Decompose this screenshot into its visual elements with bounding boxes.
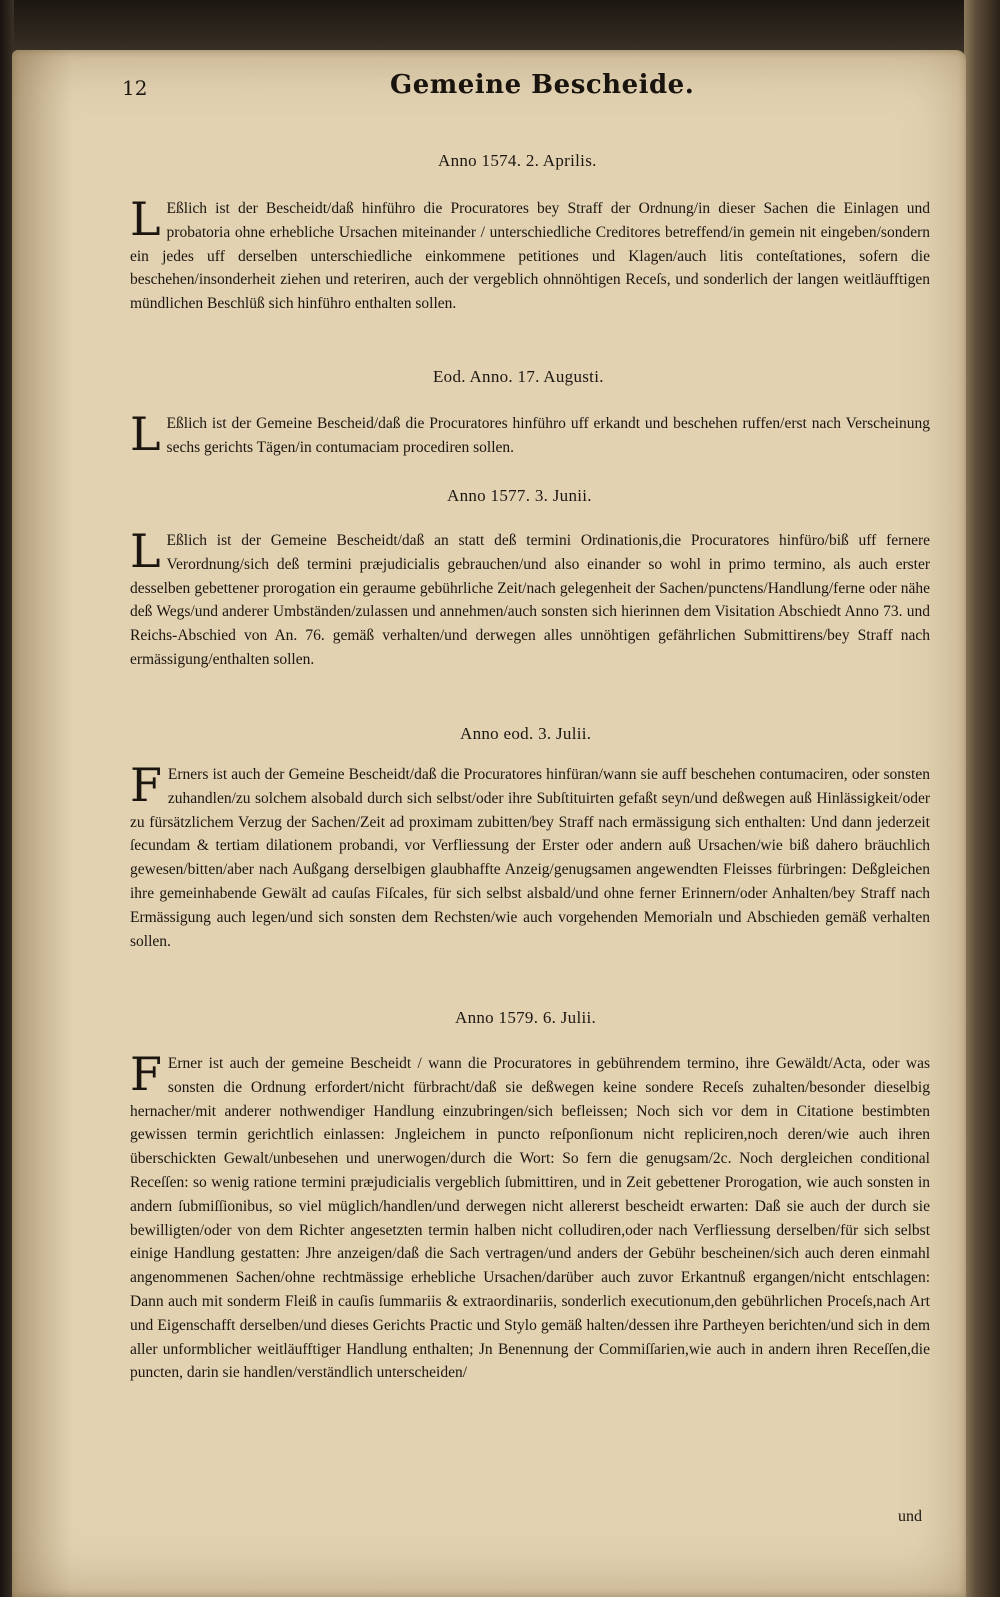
- paragraph-text: Eßlich ist der Bescheidt/daß hinführo die Procuratores bey Straff der Ordnung/in dieser Sachen die Einlagen und probatoria ohne erhebliche Ursachen miteinander / unterschiedliche Creditores betreffend/in gemein nit eingeben/sondern ein jedes uff derselben unterschiedliche einkommene petitiones und Klagen/auch litis conteſtationes, sofern die beschehen/insonderheit ziehen und reteriren, auch der vergeblich ohnnöhtigen Receſs, und sonderlich der langen weitläufftigen mündlichen Beschlüß sich hinführo enthalten sollen.: [130, 200, 930, 313]
- section-paragraph: [130, 192, 930, 316]
- drop-initial: L: [130, 192, 161, 246]
- paragraph-text: Eßlich ist der Gemeine Bescheidt/daß an statt deß termini Ordinationis,die Procuratores hinfüro/biß uff fernere Verordnung/sich deß termini præjudicialis gebrauchen/und also einander so wohl in primo termino, als auch erster desselben gebettener prorogation ein geraume gebührliche Zeit/nach gelegenheit der Sachen/punctens/Handlung/ferne oder nähe deß Wegs/und anderer Umbständen/zulassen und annehmen/auch sonsten sich hierinnen dem Visitation Abschiedt Anno 73. und Reichs-Abschied von An. 76. gemäß verhalten/und derwegen alles unnöhtigen gefährlichen Submittirens/bey Straff nach ermässigung/enthalten sollen.: [130, 532, 930, 668]
- page-number: 12: [122, 76, 148, 100]
- drop-initial: L: [130, 407, 161, 461]
- book-cover-top: [0, 0, 1000, 56]
- drop-initial: F: [130, 1047, 162, 1101]
- section-paragraph: [130, 524, 930, 672]
- section-paragraph: [130, 407, 930, 461]
- section-date: Anno eod. 3. Julii.: [460, 724, 592, 743]
- section-date: Anno 1577. 3. Junii.: [447, 486, 592, 505]
- section-paragraph: [130, 1047, 930, 1385]
- running-head: Gemeine Bescheide.: [390, 70, 695, 100]
- drop-initial: L: [130, 524, 161, 578]
- gutter-shadow: [12, 50, 72, 1597]
- drop-initial: F: [130, 758, 162, 812]
- section-date: Anno 1579. 6. Julii.: [455, 1008, 597, 1027]
- section-paragraph: [130, 758, 930, 953]
- paragraph-text: Erners ist auch der Gemeine Bescheidt/daß die Procuratores hinfüran/wann sie auff beschehen contumaciren, oder sonsten zuhandlen/zu solchem alsobald durch sich selbst/oder ihre Subſtituirten gefaßt seyn/und deßwegen auß Hinlässigkeit/oder zu fürsätzlichem Verzug der Sachen/Zeit ad proximam zubitten/bey Straff nach ermässigung sich enthalten: Und dann jederzeit ſecundam & tertiam dilationem probandi, vor Verfliessung der Erster oder andern auß Ursachen/wie biß dahero bräuchlich gewesen/bitten/aber nach Außgang derselbigen glaubhaffte Anzeig/genugsamen angewendten Fleisses fürbringen: Deßgleichen ihre gemeinhabende Gewält ad cauſas Fiſcales, für sich selbst alsbald/und ohne ferner Erinnern/oder Anhalten/bey Straff nach Ermässigung auch legen/und sich sonsten dem Rechsten/wie auch vorgehenden Memorialn und Abschieden gemäß verhalten sollen.: [130, 766, 930, 950]
- catchword: und: [898, 1508, 922, 1525]
- paragraph-text: Eßlich ist der Gemeine Bescheid/daß die Procuratores hinführo uff erkandt und beschehen ruffen/erst nach Verscheinung sechs gerichts Tägen/in contumaciam procediren sollen.: [166, 415, 930, 456]
- paragraph-text: Erner ist auch der gemeine Bescheidt / wann die Procuratores in gebührendem termino, ihre Gewäldt/Acta, oder was sonsten die Ordnung erfordert/nicht fürbracht/daß sie deßwegen keine sondere Receſs zuhalten/besonder dieselbig hernacher/mit anderer nothwendiger Handlung einzubringen/sich befleissen; Noch sich vor dem in Citatione bestimbten gewissen termin gerichtlich einlassen: Jngleichem in puncto reſponſionum nicht repliciren,noch deren/wie auch ihren überschickten Gewalt/unbesehen und unerwogen/durch die Wort: So fern die genugsam/2c. Noch dergleichen conditional Receſſen: so wenig ratione termini præjudicialis vergeblich ſubmittiren, und in Zeit gebettener Prorogation, wie auch sonsten in andern ſubmiſſionibus, so viel müglich/handlen/und derwegen nicht allererst bescheidt erwarten: Daß sie auch der durch sie bewilligten/oder von dem Richter angesetzten termin halben nicht colludiren,oder nach Verfliessung derselben/für sich selbst einige Handlung gestatten: Jhre anzeigen/daß die Sach vertragen/und anders der Gebühr bescheinen/sich auch deren einmahl angenommenen Sachen/ohne rechtmässige erhebliche Ursachen/darüber auch zuvor Erkantnuß ergangen/nicht entschlagen: Dann auch mit sonderm Fleiß in cauſis ſummariis & extraordinariis, sonderlich executionum,den gebührlichen Proceſs,nach Art und Eigenschafft derselben/und dieses Gerichts Practic und Stylo gemäß halten/dessen ihre Partheyen berichten/und sich in dem aller unformblicher weitläufftiger Handlung enthalten; Jn Benennung der Commiſſarien,wie auch in andern ihren Receſſen,die puncten, darin sie handlen/verständlich unterscheiden/: [130, 1055, 930, 1382]
- page-stack-edge: [964, 0, 1000, 1597]
- section-date: Eod. Anno. 17. Augusti.: [433, 367, 604, 386]
- section-date: Anno 1574. 2. Aprilis.: [438, 151, 597, 170]
